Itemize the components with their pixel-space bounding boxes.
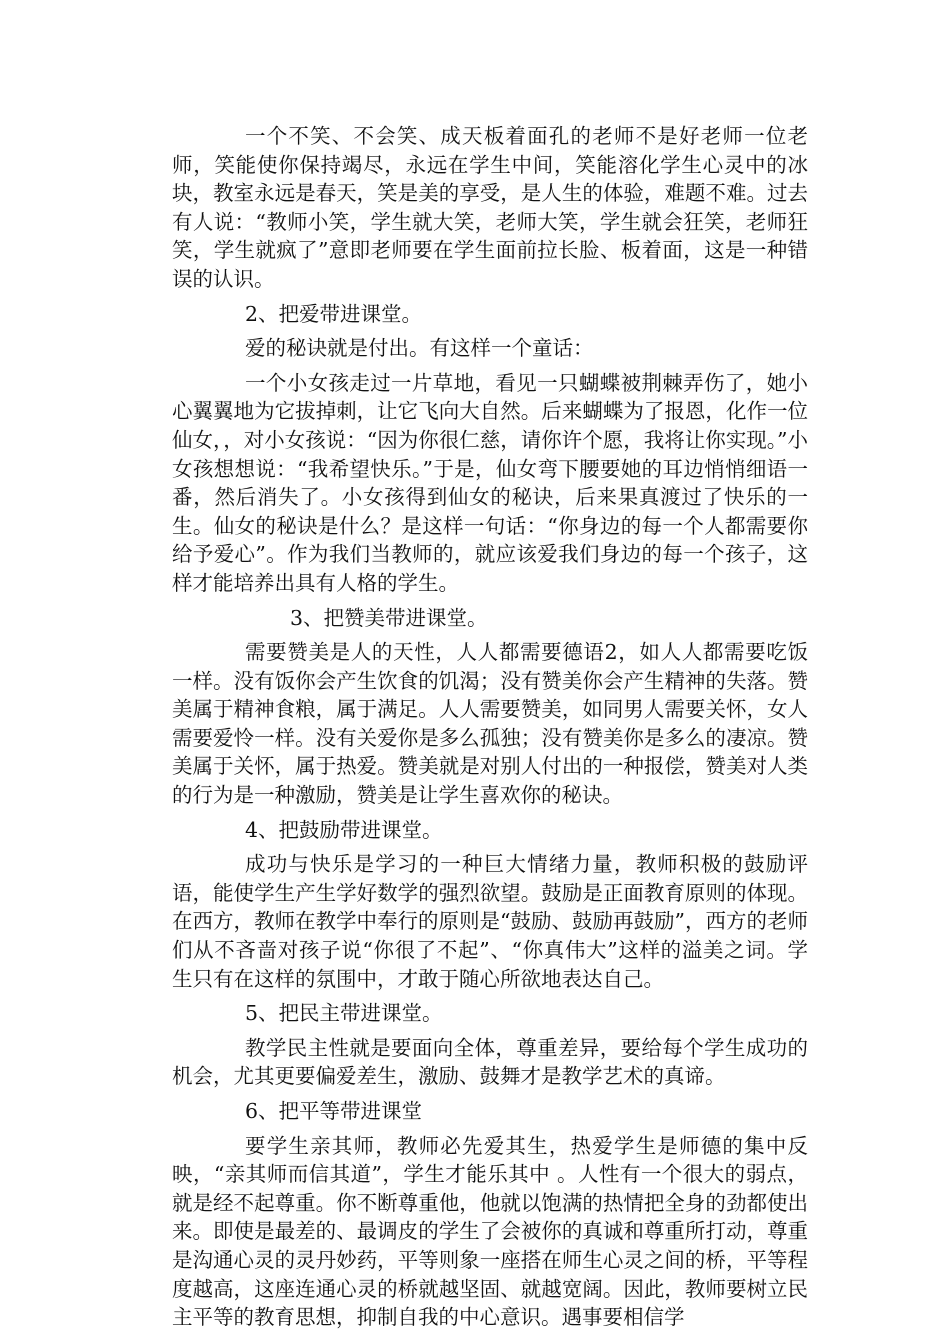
- paragraph-democracy: 教学民主性就是要面向全体，尊重差异，要给每个学生成功的机会，尤其更要偏爱差生，激励、鼓舞才是教学艺术的真谛。: [172, 1035, 808, 1089]
- heading-equality: 6、把平等带进课堂: [245, 1099, 423, 1123]
- document-body: [172, 122, 808, 1332]
- paragraph-equality: 要学生亲其师，教师必先爱其生，热爱学生是师德的集中反映，“亲其师而信其道”，学生才能乐其中 。人性有一个很大的弱点，就是经不起尊重。你不断尊重他，他就以饱满的热情把全身的劲都使出来。即使是最差的、最调皮的学生了会被你的真诚和尊重所打动，尊重是沟通心灵的灵丹妙药，平等则象一座搭在师生心灵之间的桥，平等程度越高，这座连通心灵的桥就越坚固、就越宽阔。因此，教师要树立民主平等的教育思想，抑制自我的中心意识。遇事要相信学: [172, 1133, 808, 1330]
- line-love-secret: 爱的秘诀就是付出。有这样一个童话：: [245, 336, 594, 361]
- heading-praise: 3、把赞美带进课堂。: [290, 605, 488, 630]
- heading-love: 2、把爱带进课堂。: [245, 301, 423, 326]
- paragraph-smile: 一个不笑、不会笑、成天板着面孔的老师不是好老师一位老师，笑能使你保持竭尽，永远在学生中间，笑能溶化学生心灵中的冰块，教室永远是春天，笑是美的享受，是人生的体验，难题不难。过去有人说：“教师小笑，学生就大笑，老师大笑，学生就会狂笑，老师狂笑，学生就疯了”意即老师要在学生面前拉长脸、板着面，这是一种错误的认识。: [172, 124, 808, 291]
- heading-encourage: 4、把鼓励带进课堂。: [245, 817, 443, 842]
- paragraph-praise: 需要赞美是人的天性，人人都需要德语2，如人人都需要吃饭一样。没有饭你会产生饮食的饥渴；没有赞美你会产生精神的失落。赞美属于精神食粮，属于满足。人人需要赞美，如同男人需要关怀，女人需要爱怜一样。没有关爱你是多么孤独；没有赞美你是多么的凄凉。赞美属于关怀，属于热爱。赞美就是对别人付出的一种报偿，赞美对人类的行为是一种激励，赞美是让学生喜欢你的秘诀。: [172, 640, 808, 808]
- paragraph-encourage: 成功与快乐是学习的一种巨大情绪力量，教师积极的鼓励评语，能使学生产生学好数学的强烈欲望。鼓励是正面教育原则的体现。在西方，教师在教学中奉行的原则是“鼓励、鼓励再鼓励”，西方的老师们从不吝啬对孩子说“你很了不起”、“你真伟大”这样的溢美之词。学生只有在这样的氛围中，才敢于随心所欲地表达自己。: [172, 852, 808, 991]
- heading-democracy: 5、把民主带进课堂。: [245, 1001, 443, 1026]
- paragraph-fairy-tale: 一个小女孩走过一片草地，看见一只蝴蝶被荆棘弄伤了，她小心翼翼地为它拔掉刺，让它飞向大自然。后来蝴蝶为了报恩，化作一位仙女，，对小女孩说：“因为你很仁慈，请你许个愿，我将让你实现。”小女孩想想说：“我希望快乐。”于是，仙女弯下腰要她的耳边悄悄细语一番，然后消失了。小女孩得到仙女的秘诀，后来果真渡过了快乐的一生。仙女的秘诀是什么？是这样一句话：“你身边的每一个人都需要你给予爱心”。作为我们当教师的，就应该爱我们身边的每一个孩子，这样才能培养出具有人格的学生。: [172, 370, 808, 595]
